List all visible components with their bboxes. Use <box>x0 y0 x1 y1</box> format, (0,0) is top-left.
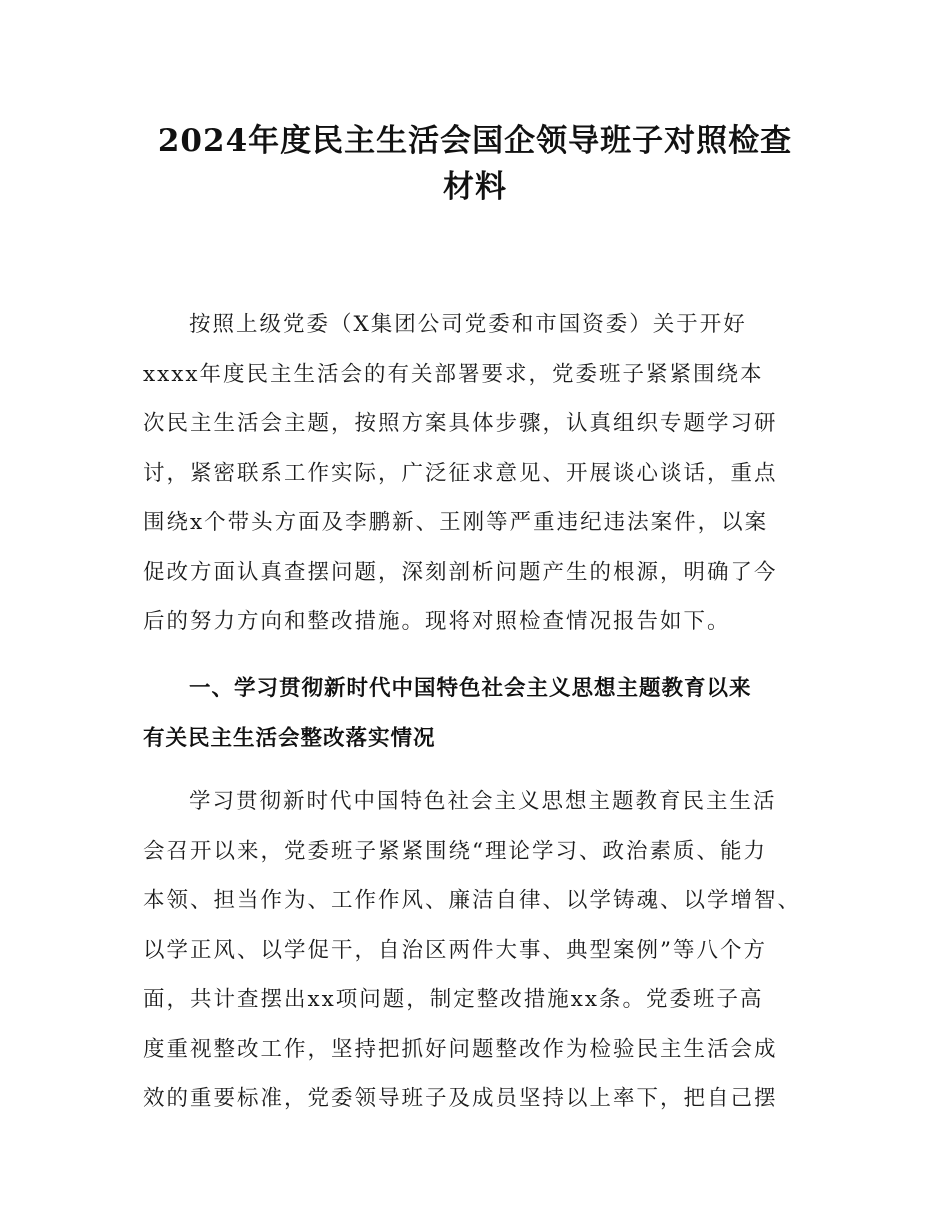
paragraph-line: 按照上级党委（X集团公司党委和市国资委）关于开好 <box>189 312 747 337</box>
heading-line: 有关民主生活会整改落实情况 <box>143 725 436 751</box>
paragraph-line: 学习贯彻新时代中国特色社会主义思想主题教育民主生活 <box>189 789 777 814</box>
paragraph-line: 围绕x个带头方面及李鹏新、王刚等严重违纪违法案件，以案 <box>143 510 769 535</box>
paragraph-line: 讨，紧密联系工作实际，广泛征求意见、开展谈心谈话，重点 <box>143 460 778 486</box>
paragraph-line: 效的重要标准，党委领导班子及成员坚持以上率下，把自己摆 <box>143 1086 778 1111</box>
document-title <box>100 118 850 210</box>
paragraph-line: 以学正风、以学促干，自治区两件大事、典型案例”等八个方 <box>143 937 767 963</box>
paragraph-line: 次民主生活会主题，按照方案具体步骤，认真组织专题学习研 <box>143 411 778 436</box>
paragraph-line: 会召开以来，党委班子紧紧围绕“理论学习、政治素质、能力 <box>143 838 767 864</box>
paragraph-line: 后的努力方向和整改措施。现将对照检查情况报告如下。 <box>143 609 731 634</box>
paragraph-section-1 <box>143 777 823 1124</box>
title-line-2: 材料 <box>443 169 507 205</box>
paragraph-line: 度重视整改工作，坚持把抓好问题整改作为检验民主生活会成 <box>143 1036 778 1062</box>
paragraph-line: xxxx年度民主生活会的有关部署要求，党委班子紧紧围绕本 <box>143 361 764 387</box>
heading-line: 一、学习贯彻新时代中国特色社会主义思想主题教育以来 <box>189 676 752 701</box>
section-heading-1 <box>143 664 823 763</box>
title-line-1: 2024年度民主生活会国企领导班子对照检查 <box>157 123 793 159</box>
paragraph-line: 促改方面认真查摆问题，深刻剖析问题产生的根源，明确了今 <box>143 559 778 585</box>
paragraph-intro <box>143 300 823 647</box>
paragraph-line: 面，共计查摆出xx项问题，制定整改措施xx条。党委班子高 <box>143 987 764 1012</box>
paragraph-line: 本领、担当作为、工作作风、廉洁自律、以学铸魂、以学增智、 <box>143 888 802 913</box>
